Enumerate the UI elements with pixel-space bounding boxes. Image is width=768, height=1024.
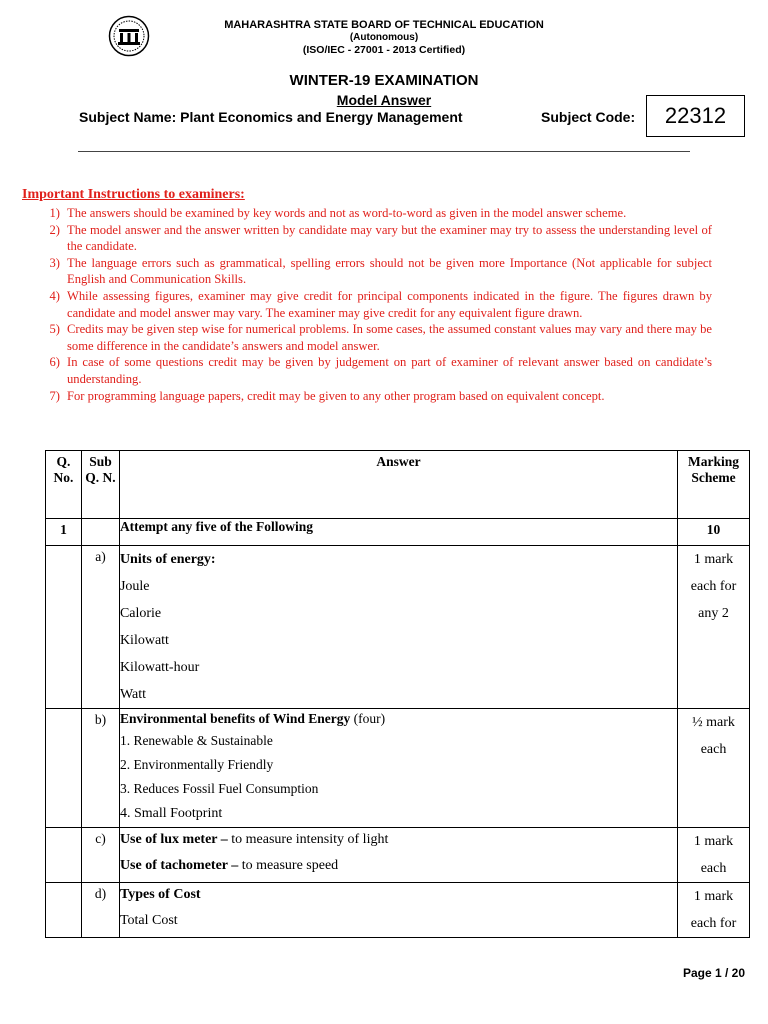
instruction-text: In case of some questions credit may be given by judgement on part of examiner of relevant answer based on candidate’s understanding. (67, 355, 712, 386)
autonomous-label: (Autonomous) (349, 32, 419, 43)
answer-line: 2. Environmentally Friendly (119, 757, 274, 772)
instruction-text: Credits may be given step wise for numerical problems. In some cases, the assumed constant values may vary and there may be some difference in the candidate’s answers and model answer. (67, 322, 712, 353)
question-number-cell (46, 883, 82, 938)
answer-definition: to measure intensity of light (227, 832, 389, 847)
sub-question-d: d) (81, 883, 119, 938)
answer-line: 1. Renewable & Sustainable (119, 733, 273, 748)
marks-line: 1 mark (693, 834, 734, 849)
instruction-number: 1) (49, 206, 60, 220)
subject-code-box: 22312 (646, 95, 745, 137)
marks-line: 1 mark (693, 889, 734, 904)
instruction-text: The answers should be examined by key words and not as word-to-word as given in the model answer scheme. (67, 206, 627, 220)
instruction-item (22, 354, 712, 387)
answer-heading (120, 709, 677, 729)
instructions-list (22, 205, 712, 404)
marks-b (678, 709, 750, 828)
answer-line: Kilowatt-hour (119, 660, 200, 675)
question-number: 1 (46, 519, 82, 546)
answer-line: Joule (119, 579, 150, 594)
instruction-item (22, 222, 712, 255)
answer-table (45, 450, 750, 938)
answer-line: 3. Reduces Fossil Fuel Consumption (119, 781, 319, 796)
instruction-number: 6) (49, 355, 60, 370)
instruction-number: 7) (49, 388, 60, 403)
instruction-number: 5) (49, 322, 60, 337)
model-answer-title: Model Answer (336, 92, 432, 108)
answer-term: Use of lux meter – (119, 832, 228, 847)
answer-definition: to measure speed (238, 858, 339, 873)
instruction-number: 2) (49, 222, 60, 237)
answer-a (119, 546, 677, 709)
header-answer: Answer (119, 451, 677, 519)
instruction-item (22, 321, 712, 354)
question-number-cell (46, 546, 82, 709)
answer-c (119, 828, 677, 883)
question-marks: 10 (678, 519, 750, 546)
marks-line: 1 mark (693, 552, 734, 567)
answer-heading-bold: Environmental benefits of Wind Energy (119, 711, 351, 726)
marks-c (678, 828, 750, 883)
header-marking: Marking Scheme (678, 451, 750, 519)
table-row (46, 546, 750, 709)
answer-line: Watt (119, 687, 147, 702)
instruction-number: 4) (49, 288, 60, 303)
answer-line (120, 852, 677, 880)
answer-line: 4. Small Footprint (119, 806, 223, 821)
answer-line: Kilowatt (119, 633, 169, 648)
instruction-text: For programming language papers, credit may be given to any other program based on equivalent concept. (67, 388, 605, 403)
instruction-text: The language errors such as grammatical, spelling errors should not be given more Importance (Not applicable for subject English and Communication Skills. (67, 255, 712, 287)
marks-line: each (700, 742, 727, 757)
sub-question-b: b) (81, 709, 119, 828)
answer-heading: Units of energy: (119, 552, 216, 567)
instruction-text: While assessing figures, examiner may give credit for principal components indicated in the figure. The figures drawn by candidate and model answer may vary. The examiner may give credit for any equivalent figure drawn. (67, 288, 712, 320)
instruction-text: The model answer and the answer written by candidate may vary but the examiner may try to assess the understanding level of the candidate. (67, 222, 712, 254)
board-name: MAHARASHTRA STATE BOARD OF TECHNICAL EDUCATION (224, 19, 544, 31)
marks-line: each (700, 861, 727, 876)
table-row (46, 709, 750, 828)
marks-line: each for (690, 579, 737, 594)
certification-label: (ISO/IEC - 27001 - 2013 Certified) (302, 44, 466, 56)
subject-name: Subject Name: Plant Economics and Energy Management (79, 109, 463, 125)
marks-line: each for (690, 916, 737, 931)
instruction-item (22, 288, 712, 321)
instruction-item (22, 205, 712, 222)
instruction-item (22, 388, 712, 405)
answer-b (119, 709, 677, 828)
table-row (46, 883, 750, 938)
header-subq: Sub Q. N. (81, 451, 119, 519)
answer-heading-suffix: (four) (350, 711, 386, 726)
marks-d (678, 883, 750, 938)
header-divider (78, 151, 690, 152)
table-row (46, 519, 750, 546)
instructions-title: Important Instructions to examiners: (22, 187, 245, 202)
marks-line: any 2 (698, 606, 729, 621)
sub-question-cell (81, 519, 119, 546)
header-qno: Q. No. (46, 451, 82, 519)
question-title: Attempt any five of the Following (119, 519, 677, 546)
question-number-cell (46, 828, 82, 883)
page-number: Page 1 / 20 (682, 966, 745, 980)
answer-line: Total Cost (119, 913, 178, 928)
sub-question-c: c) (81, 828, 119, 883)
answer-heading: Types of Cost (119, 887, 201, 902)
marks-a (678, 546, 750, 709)
instruction-item (22, 255, 712, 288)
answer-line (120, 828, 677, 852)
answer-d (119, 883, 677, 938)
question-number-cell (46, 709, 82, 828)
answer-line: Calorie (119, 606, 162, 621)
subject-code-label: Subject Code: (541, 109, 636, 125)
answer-term: Use of tachometer – (119, 858, 239, 873)
instruction-number: 3) (49, 255, 60, 270)
sub-question-a: a) (81, 546, 119, 709)
table-row (46, 828, 750, 883)
table-header-row (46, 451, 750, 519)
marks-line: ½ mark (692, 715, 735, 730)
exam-title: WINTER-19 EXAMINATION (289, 72, 479, 89)
